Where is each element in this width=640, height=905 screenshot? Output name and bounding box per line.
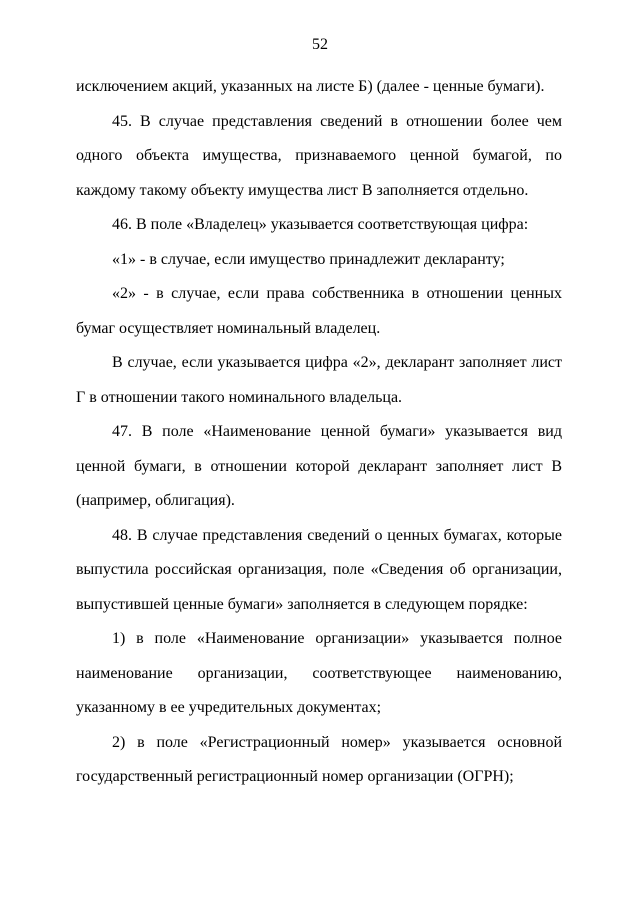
paragraph-45: 45. В случае представления сведений в отношении более чем одного объекта имущества, признаваемого ценной бумагой, по каждому такому объекту имущества лист В заполняется отдельно. [76, 112, 562, 199]
paragraph-46-option-1: «1» - в случае, если имущество принадлежит декларанту; [112, 250, 505, 268]
paragraph-48-item-1: 1) в поле «Наименование организации» указывается полное наименование организации, соответствующее наименованию, указанному в ее учредительных документах; [76, 630, 562, 716]
paragraph-48: 48. В случае представления сведений о ценных бумагах, которые выпустила российская организация, поле «Сведения об организации, выпустившей ценные бумаги» заполняется в следующем порядке: [76, 526, 562, 613]
paragraph-46: 46. В поле «Владелец» указывается соответствующая цифра: [112, 216, 529, 233]
page-number: 52 [312, 36, 328, 53]
paragraph-47: 47. В поле «Наименование ценной бумаги» указывается вид ценной бумаги, в отношении которой декларант заполняет лист В (например, облигация). [76, 423, 562, 509]
paragraph-48-item-2: 2) в поле «Регистрационный номер» указывается основной государственный регистрационный номер организации (ОГРН); [76, 733, 562, 785]
paragraph-continuation: исключением акций, указанных на листе Б) (далее - ценные бумаги). [76, 78, 545, 95]
document-body [76, 70, 562, 795]
paragraph-46-note: В случае, если указывается цифра «2», декларант заполняет лист Г в отношении такого номинального владельца. [76, 354, 562, 406]
paragraph-46-option-2: «2» - в случае, если права собственника в отношении ценных бумаг осуществляет номинальный владелец. [76, 285, 562, 337]
